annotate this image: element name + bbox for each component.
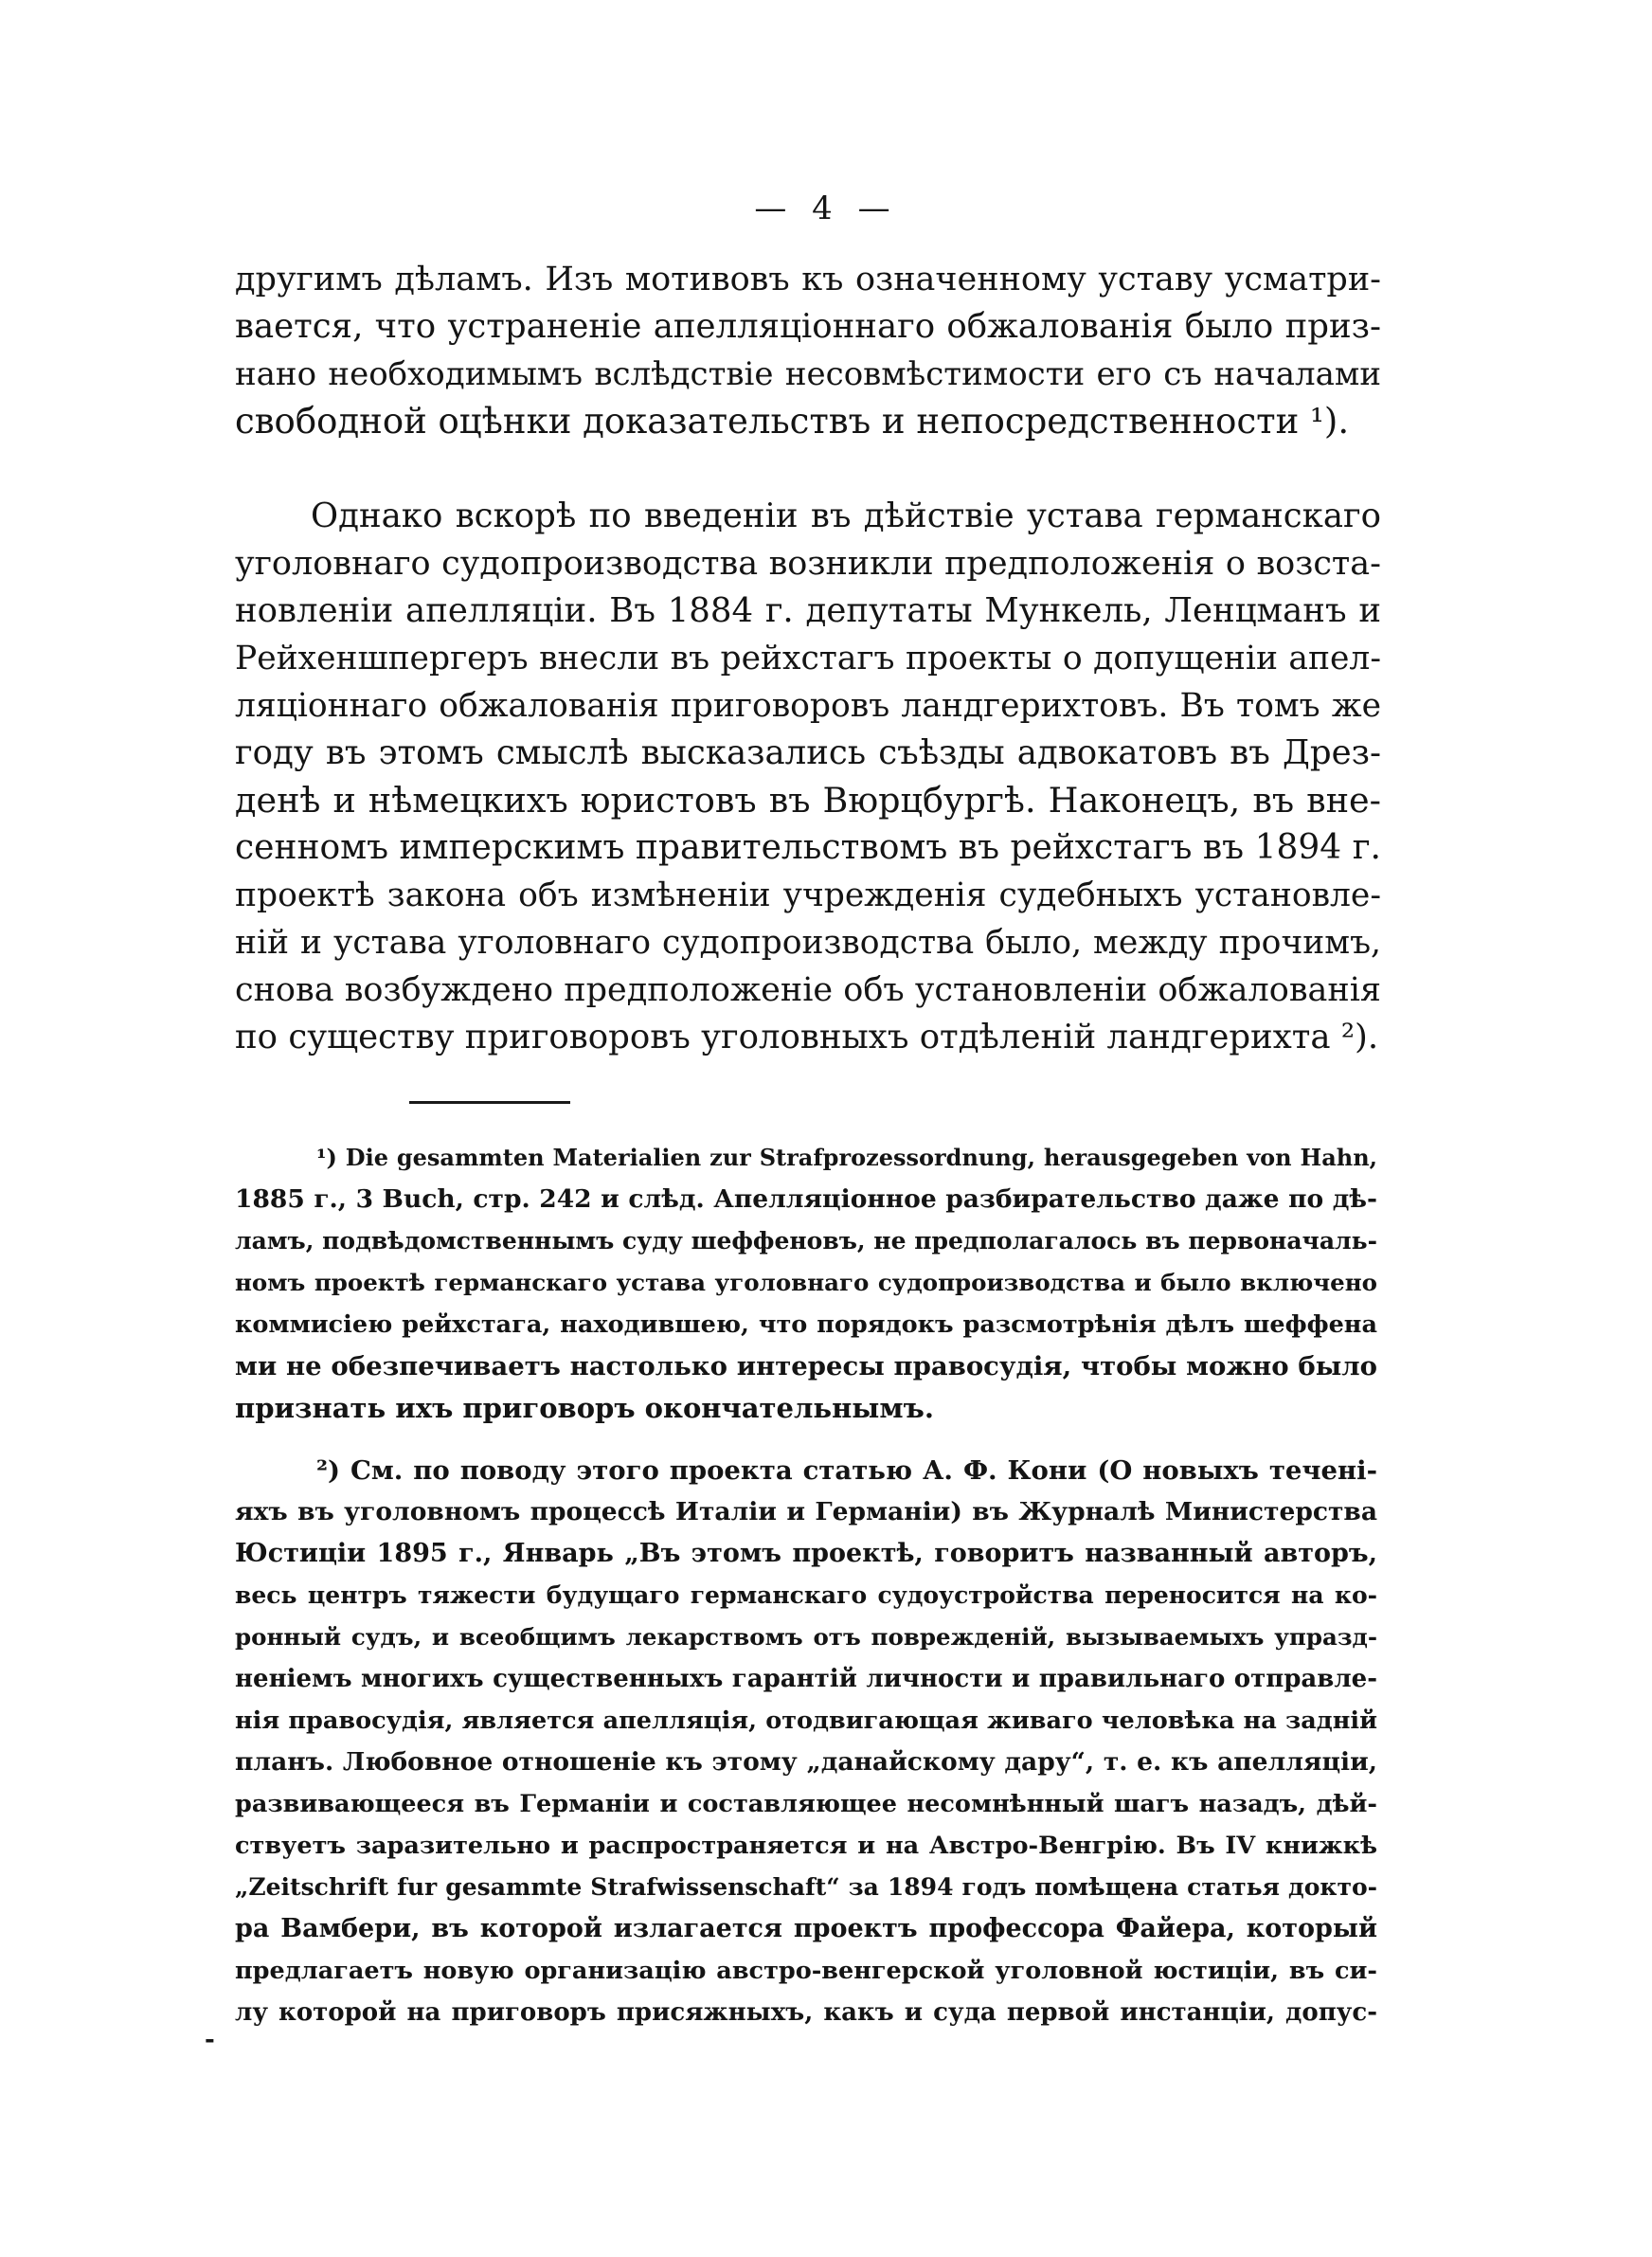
paragraph-line: денѣ и нѣмецкихъ юристовъ въ Вюрцбургѣ. Наконецъ, въ вне- (235, 780, 1381, 821)
footnote-line: планъ. Любовное отношеніе къ этому „данайскому дару“, т. е. къ апелляціи, (235, 1747, 1377, 1777)
paragraph-line: нано необходимымъ вслѣдствіе несовмѣстимости его съ началами (235, 355, 1381, 393)
footnote-line: ра Вамбери, въ которой излагается проектъ профессора Файера, который (235, 1914, 1377, 1943)
footnote-line: ронный судъ, и всеобщимъ лекарствомъ отъ поврежденій, вызываемыхъ упразд- (235, 1623, 1377, 1651)
footnote-line: ствуетъ заразительно и распространяется и на Австро-Венгрію. Въ IV книжкѣ (235, 1832, 1377, 1860)
footnote-line: Юстиціи 1895 г., Январь „Въ этомъ проектѣ, говоритъ названный авторъ, (235, 1539, 1377, 1568)
footnote-1 (235, 1137, 1377, 1429)
footnote-line: лу которой на приговоръ присяжныхъ, какъ и суда первой инстанціи, допус- (235, 1998, 1377, 2027)
paragraph-line: по существу приговоровъ уголовныхъ отдѣленій ландгерихта ²). (235, 1018, 1379, 1056)
paragraph-1 (235, 256, 1381, 445)
paragraph-line: свободной оцѣнки доказательствъ и непосредственности ¹). (235, 401, 1350, 442)
footnote-line: коммисіею рейхстага, находившею, что порядокъ разсмотрѣнія дѣлъ шеффена (235, 1310, 1377, 1339)
footnote-separator (409, 1101, 570, 1104)
paragraph-line: снова возбуждено предположеніе объ установленіи обжалованія (235, 971, 1381, 1009)
paragraph-line: вается, что устраненіе апелляціоннаго обжалованія было приз- (235, 307, 1381, 346)
footnote-line: развивающееся въ Германіи и составляющее несомнѣнный шагъ назадъ, дѣй- (235, 1790, 1377, 1818)
footnote-line: „Zeitschrift fur gesammte Strafwissenschaft“ за 1894 годъ помѣщена статья доктo- (235, 1873, 1377, 1901)
paragraph-line: проектѣ закона объ измѣненіи учрежденія судебныхъ установле- (235, 876, 1381, 914)
paragraph-line: сенномъ имперскимъ правительствомъ въ рейхстагъ въ 1894 г. (235, 828, 1381, 867)
paragraph-line: Однако вскорѣ по введеніи въ дѣйствіе устава германскаго (311, 497, 1381, 535)
paragraph-line: уголовнаго судопроизводства возникли предположенія о возста- (235, 545, 1381, 583)
footnote-line: предлагаетъ новую организацію австро-венгерской уголовной юстиціи, въ си- (235, 1957, 1377, 1985)
footnote-line: нія правосудія, является апелляція, отодвигающая живаго человѣка на заднiй (235, 1706, 1377, 1735)
paragraph-line: Рейхеншпергеръ внесли въ рейхстагъ проекты о допущеніи апел- (235, 640, 1381, 677)
paragraph-line: другимъ дѣламъ. Изъ мотивовъ къ означенному уставу усматри- (235, 261, 1381, 298)
footnote-line: ламъ, подвѣдомственнымъ суду шеффеновъ, не предполагалось въ первоначаль- (235, 1227, 1378, 1255)
footnote-line: неніемъ многихъ существенныхъ гарантій личности и правильнаго отправле- (235, 1665, 1377, 1693)
footnote-line: ¹) Die gesammten Materialien zur Strafprozessordnung, herausgegeben von Hahn, (316, 1144, 1377, 1171)
paragraph-line: ляціоннаго обжалованія приговоровъ ландгерихтовъ. Въ томъ же (235, 687, 1381, 725)
footnote-line: ми не обезпечиваетъ настолько интересы правосудія, чтобы можно было (235, 1351, 1377, 1381)
paragraph-line: ній и устава уголовнаго судопроизводства было, между прочимъ, (235, 924, 1381, 962)
footnote-2 (235, 1450, 1377, 2033)
paragraph-line: новленіи апелляціи. Въ 1884 г. депутаты Мункель, Ленцманъ и (235, 591, 1381, 630)
footnote-line: номъ проектѣ германскаго устава уголовнаго судопроизводства и было включено (235, 1269, 1377, 1296)
page-number: — 4 — (754, 190, 898, 227)
footnote-line: 1885 г., 3 Buch, стр. 242 и слѣд. Апелляціонное разбирательство даже по дѣ- (235, 1184, 1377, 1214)
footnote-line: весь центръ тяжести будущаго германскаго судоустройства переносится на ко- (235, 1581, 1377, 1609)
footnote-line: яхъ въ уголовномъ процессѣ Италіи и Германіи) въ Журналѣ Министерства (235, 1497, 1377, 1526)
paragraph-2 (235, 493, 1381, 1061)
footnote-line: признать ихъ приговоръ окончательнымъ. (235, 1392, 934, 1424)
margin-mark: - (205, 2026, 215, 2054)
footnote-line: ²) См. по поводу этого проекта статью А. Ф. Кони (О новыхъ теченi- (316, 1455, 1377, 1486)
paragraph-line: году въ этомъ смыслѣ высказались съѣзды адвокатовъ въ Дрез- (235, 733, 1381, 772)
